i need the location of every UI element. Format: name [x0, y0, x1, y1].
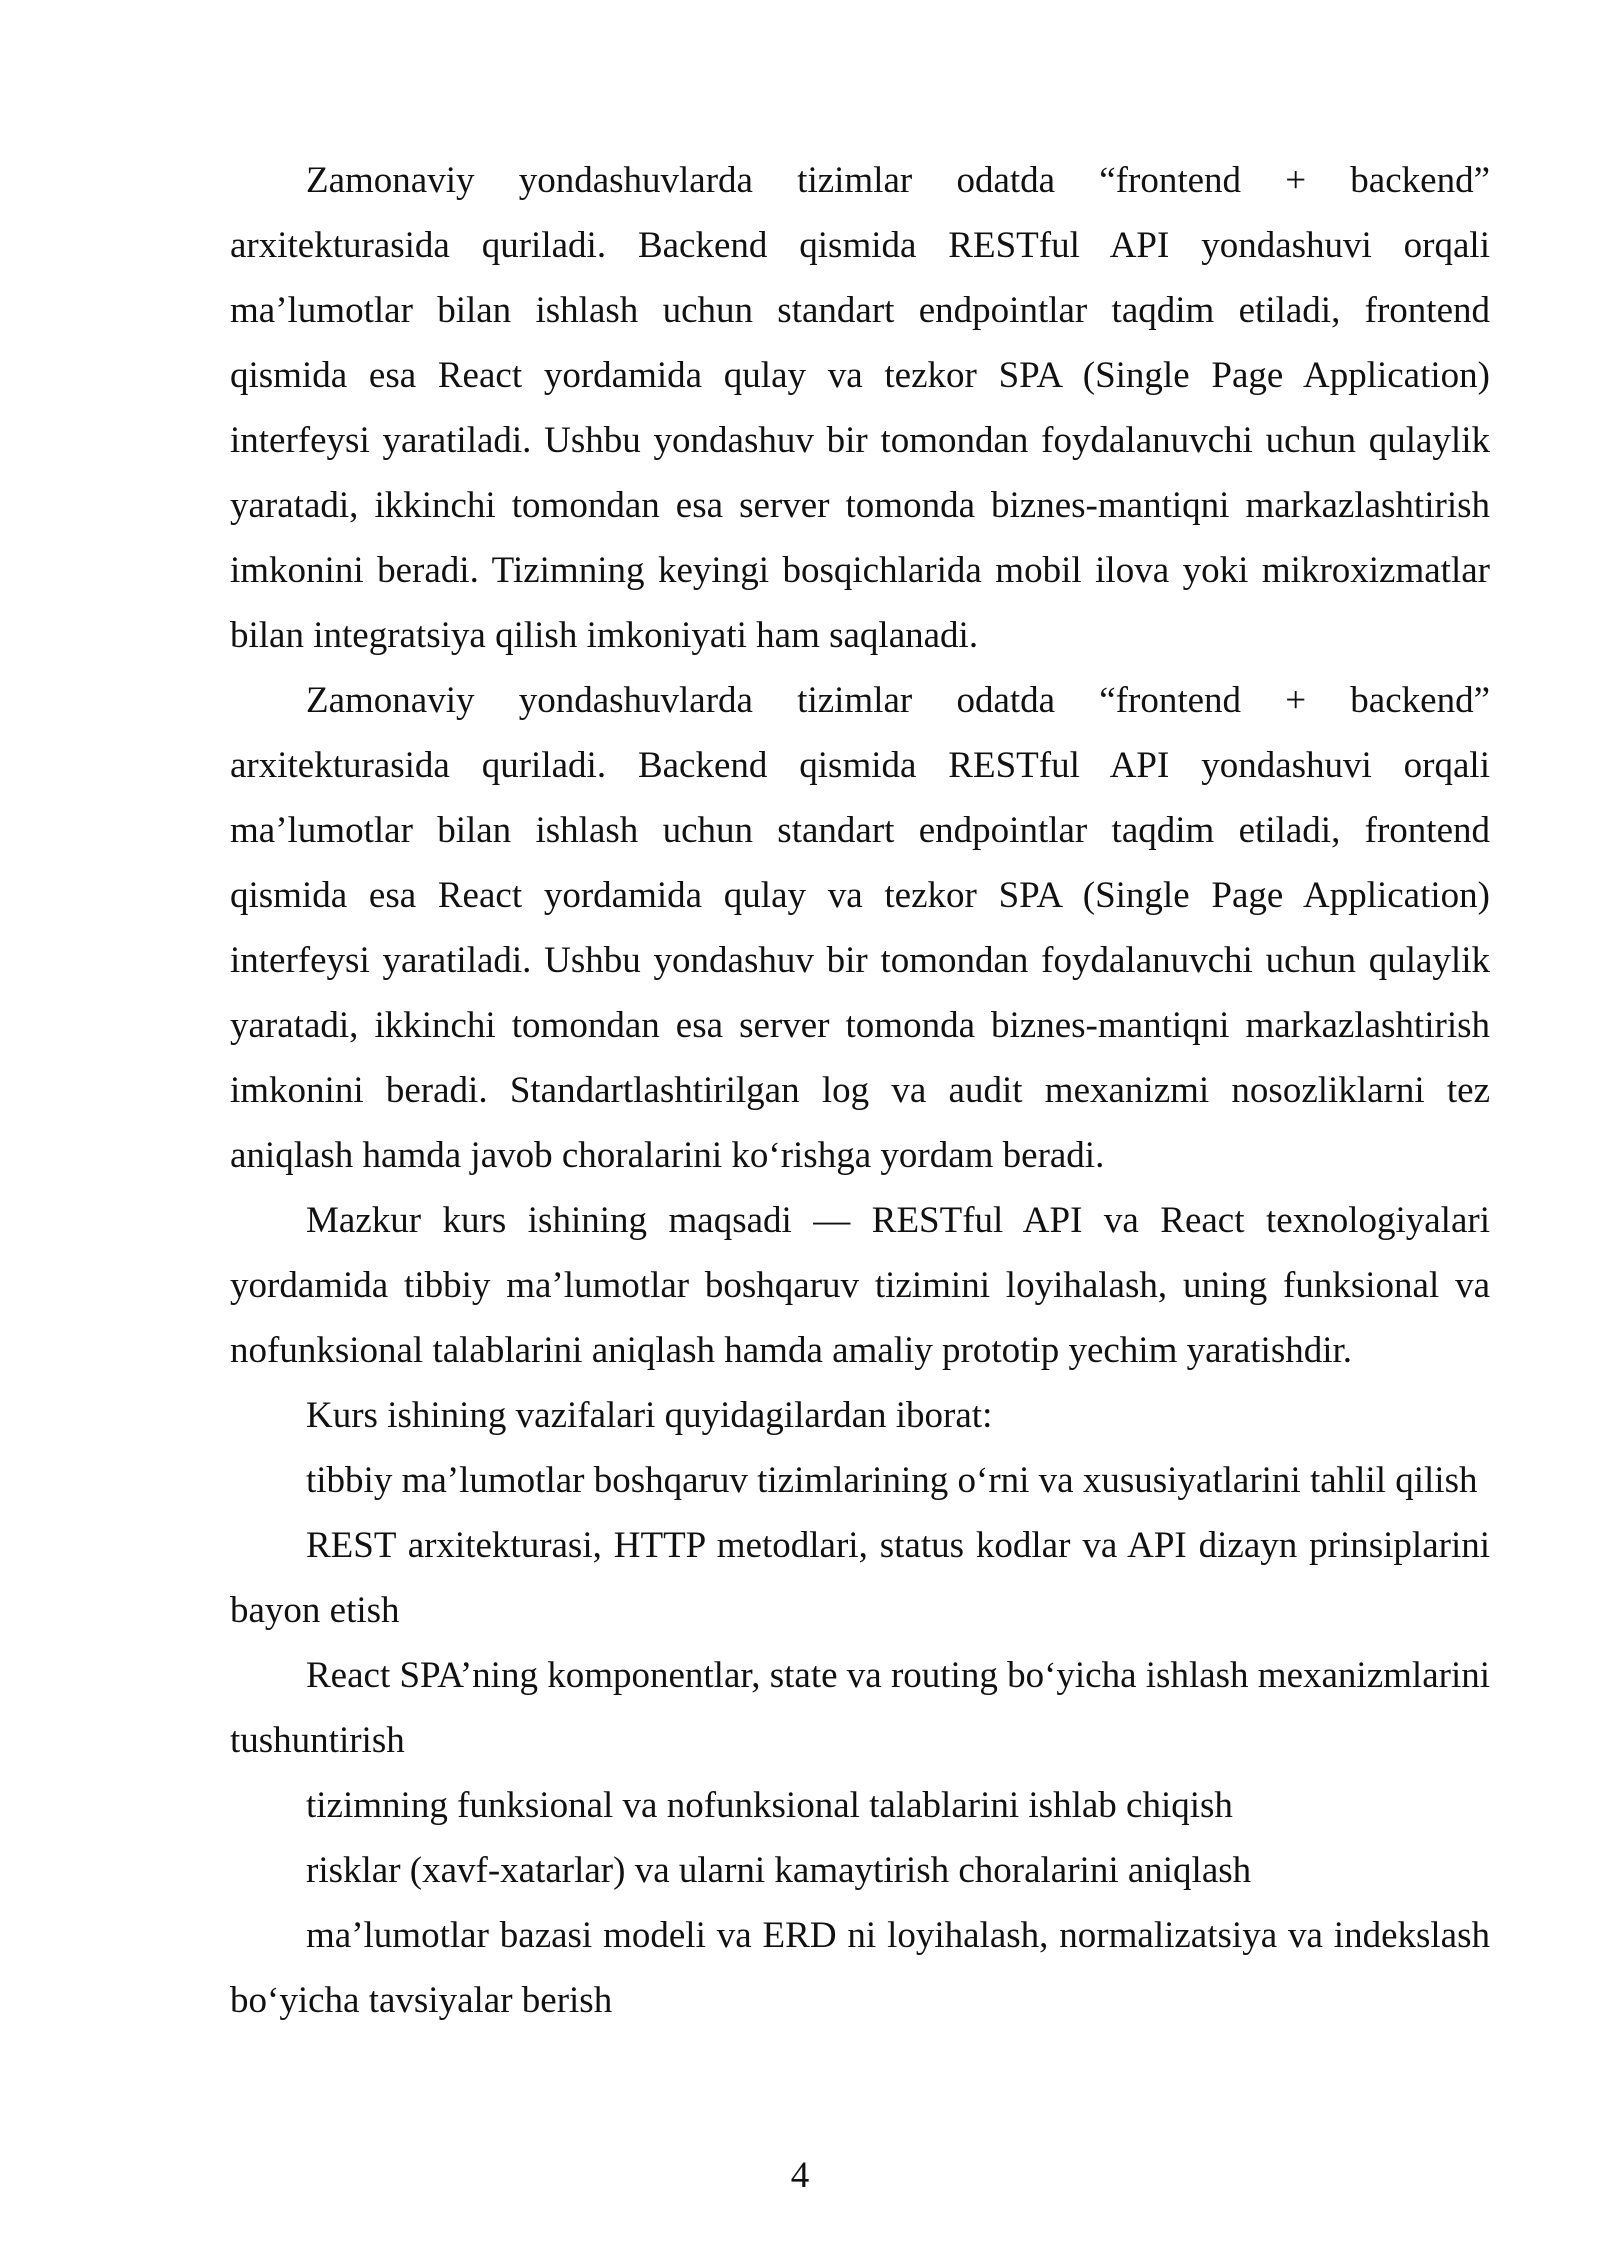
task-item: risklar (xavf-xatarlar) va ularni kamaytirish choralarini aniqlash: [306, 1850, 1252, 1891]
paragraph-goal: Mazkur kurs ishining maqsadi — RESTful API va React texnologiyalari yordamida tibbiy ma’lumotlar boshqaruv tizimini loyihalash, uning funksional va nofunksional talablarini aniqlash hamda amaliy prototip yechim yaratishdir.: [230, 1200, 1490, 1371]
task-item: REST arxitekturasi, HTTP metodlari, status kodlar va API dizayn prinsiplarini bayon etish: [230, 1525, 1490, 1631]
task-item: ma’lumotlar bazasi modeli va ERD ni loyihalash, normalizatsiya va indekslash bo‘yicha tavsiyalar berish: [230, 1915, 1490, 2021]
body-text: [230, 148, 1490, 2033]
paragraph-architecture-intro: Zamonaviy yondashuvlarda tizimlar odatda “frontend + backend” arxitekturasida quriladi. Backend qismida RESTful API yondashuvi orqali ma’lumotlar bilan ishlash uchun standart endpointlar taqdim etiladi, frontend qismida esa React yordamida qulay va tezkor SPA (Single Page Application) interfeysi yaratiladi. Ushbu yondashuv bir tomondan foydalanuvchi uchun qulaylik yaratadi, ikkinchi tomondan esa server tomonda biznes-mantiqni markazlashtirish imkonini beradi. Tizimning keyingi bosqichlarida mobil ilova yoki mikroxizmatlar bilan integratsiya qilish imkoniyati ham saqlanadi.: [230, 160, 1490, 656]
task-item: tibbiy ma’lumotlar boshqaruv tizimlarining o‘rni va xususiyatlarini tahlil qilish: [306, 1460, 1478, 1501]
page-number: 4: [790, 2155, 810, 2196]
paragraph-architecture-repeat: Zamonaviy yondashuvlarda tizimlar odatda “frontend + backend” arxitekturasida quriladi. Backend qismida RESTful API yondashuvi orqali ma’lumotlar bilan ishlash uchun standart endpointlar taqdim etiladi, frontend qismida esa React yordamida qulay va tezkor SPA (Single Page Application) interfeysi yaratiladi. Ushbu yondashuv bir tomondan foydalanuvchi uchun qulaylik yaratadi, ikkinchi tomondan esa server tomonda biznes-mantiqni markazlashtirish imkonini beradi. Standartlashtirilgan log va audit mexanizmi nosozliklarni tez aniqlash hamda javob choralarini ko‘rishga yordam beradi.: [230, 680, 1490, 1176]
task-item: React SPA’ning komponentlar, state va routing bo‘yicha ishlash mexanizmlarini tushuntirish: [230, 1655, 1490, 1761]
task-item: tizimning funksional va nofunksional talablarini ishlab chiqish: [306, 1785, 1233, 1826]
paragraph-tasks-heading: Kurs ishining vazifalari quyidagilardan iborat:: [306, 1395, 993, 1436]
